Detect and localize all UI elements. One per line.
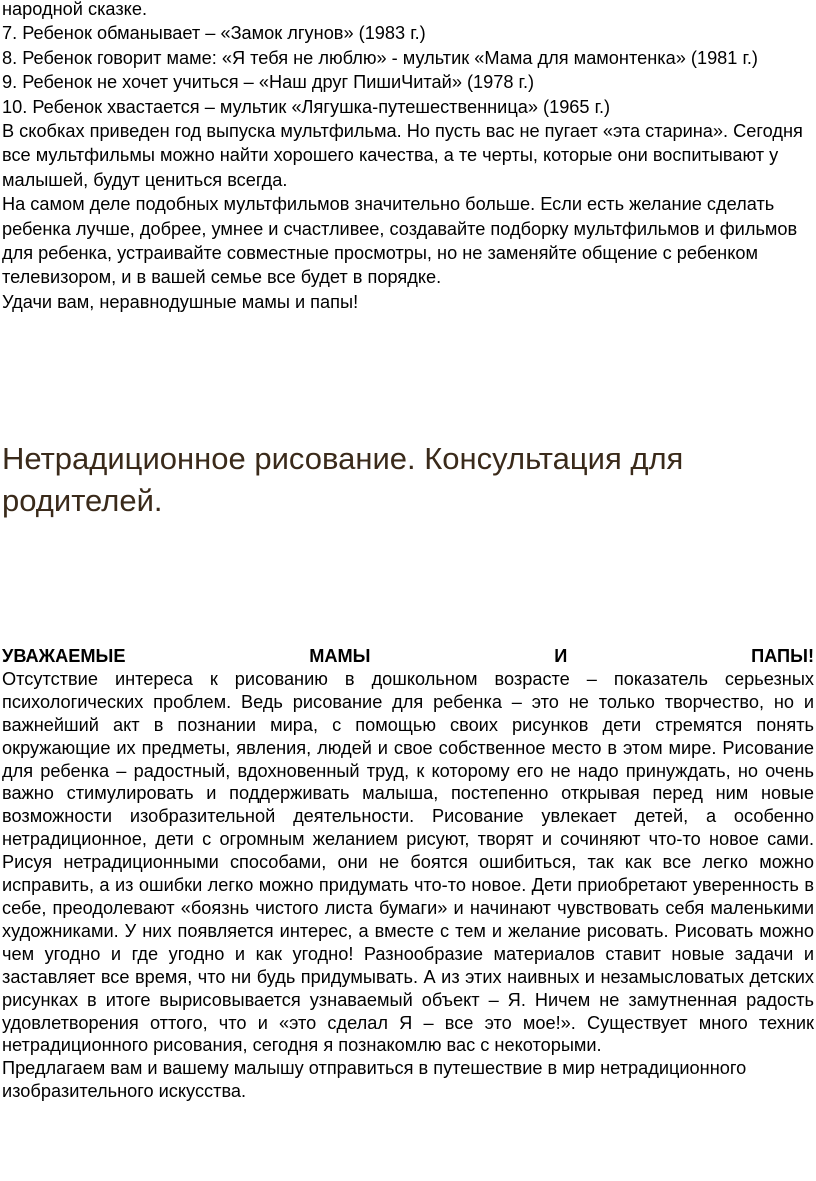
greeting-word: УВАЖАЕМЫЕ (2, 646, 126, 666)
consultation-text-block (2, 645, 814, 1103)
section-title: Нетрадиционное рисование. Консультация для родителей. (2, 441, 684, 518)
greeting-word: ПАПЫ! (751, 646, 814, 666)
intro-closing-line: Удачи вам, неравнодушные мамы и папы! (2, 291, 359, 312)
intro-line: 9. Ребенок не хочет учиться – «Наш друг ПишиЧитай» (1978 г.) (2, 72, 535, 93)
intro-line: народной сказке. (2, 0, 148, 19)
intro-line: 8. Ребенок говорит маме: «Я тебя не люблю» - мультик «Мама для мамонтенка» (1981 г.) (2, 47, 758, 68)
body-paragraph: Отсутствие интереса к рисованию в дошкольном возрасте – показатель серьезных психологических проблем. Ведь рисование для ребенка – это не только творчество, но и важнейший акт в познании мира, с помощью своих рисунков дети стремятся понять окружающие их предметы, явления, людей и свое собственное место в этом мире. Рисование для ребенка – радостный, вдохновенный труд, к которому его не надо принуждать, но очень важно стимулировать и поддерживать малыша, постепенно открывая перед ним новые возможности изобразительной деятельности. Рисование увлекает детей, а особенно нетрадиционное, дети с огромным желанием рисуют, творят и сочиняют что-то новое сами. Рисуя нетрадиционными способами, они не боятся ошибиться, так как все легко можно исправить, а из ошибки легко можно придумать что-то новое. Дети приобретают уверенность в себе, преодолевают «боязнь чистого листа бумаги» и начинают чувствовать себя маленькими художниками. У них появляется интерес, а вместе с тем и желание рисовать. Рисовать можно чем угодно и где угодно и как угодно! Разнообразие материалов ставит новые задачи и заставляет все время, что ни будь придумывать. А из этих наивных и незамысловатых детских рисунках в итоге вырисовывается узнаваемый объект – Я. Ничем не замутненная радость удовлетворения оттого, что и «это сделал Я – все это мое!». Существует много техник нетрадиционного рисования, сегодня я познакомлю вас с некоторыми. (2, 668, 814, 1056)
intro-paragraph: В скобках приведен год выпуска мультфильма. Но пусть вас не пугает «эта старина». Сегодня все мультфильмы можно найти хорошего качества, а те черты, которые они воспитывают у малышей, будут цениться всегда. (2, 121, 803, 190)
body-paragraph: Предлагаем вам и вашему малышу отправиться в путешествие в мир нетрадиционного изобразительного искусства. (2, 1058, 747, 1102)
greeting-word: И (554, 646, 568, 666)
intro-line: 7. Ребенок обманывает – «Замок лгунов» (1983 г.) (2, 23, 426, 44)
intro-paragraph: На самом деле подобных мультфильмов значительно больше. Если есть желание сделать ребенка лучше, добрее, умнее и счастливее, создавайте подборку мультфильмов и фильмов для ребенка, устраивайте совместные просмотры, но не заменяйте общение с ребенком телевизором, и в вашей семье все будет в порядке. (2, 194, 798, 288)
intro-line: 10. Ребенок хвастается – мультик «Лягушка-путешественница» (1965 г.) (2, 96, 611, 117)
intro-text-block (2, 0, 814, 314)
greeting-word: МАМЫ (309, 646, 371, 666)
greeting-heading (2, 645, 814, 668)
